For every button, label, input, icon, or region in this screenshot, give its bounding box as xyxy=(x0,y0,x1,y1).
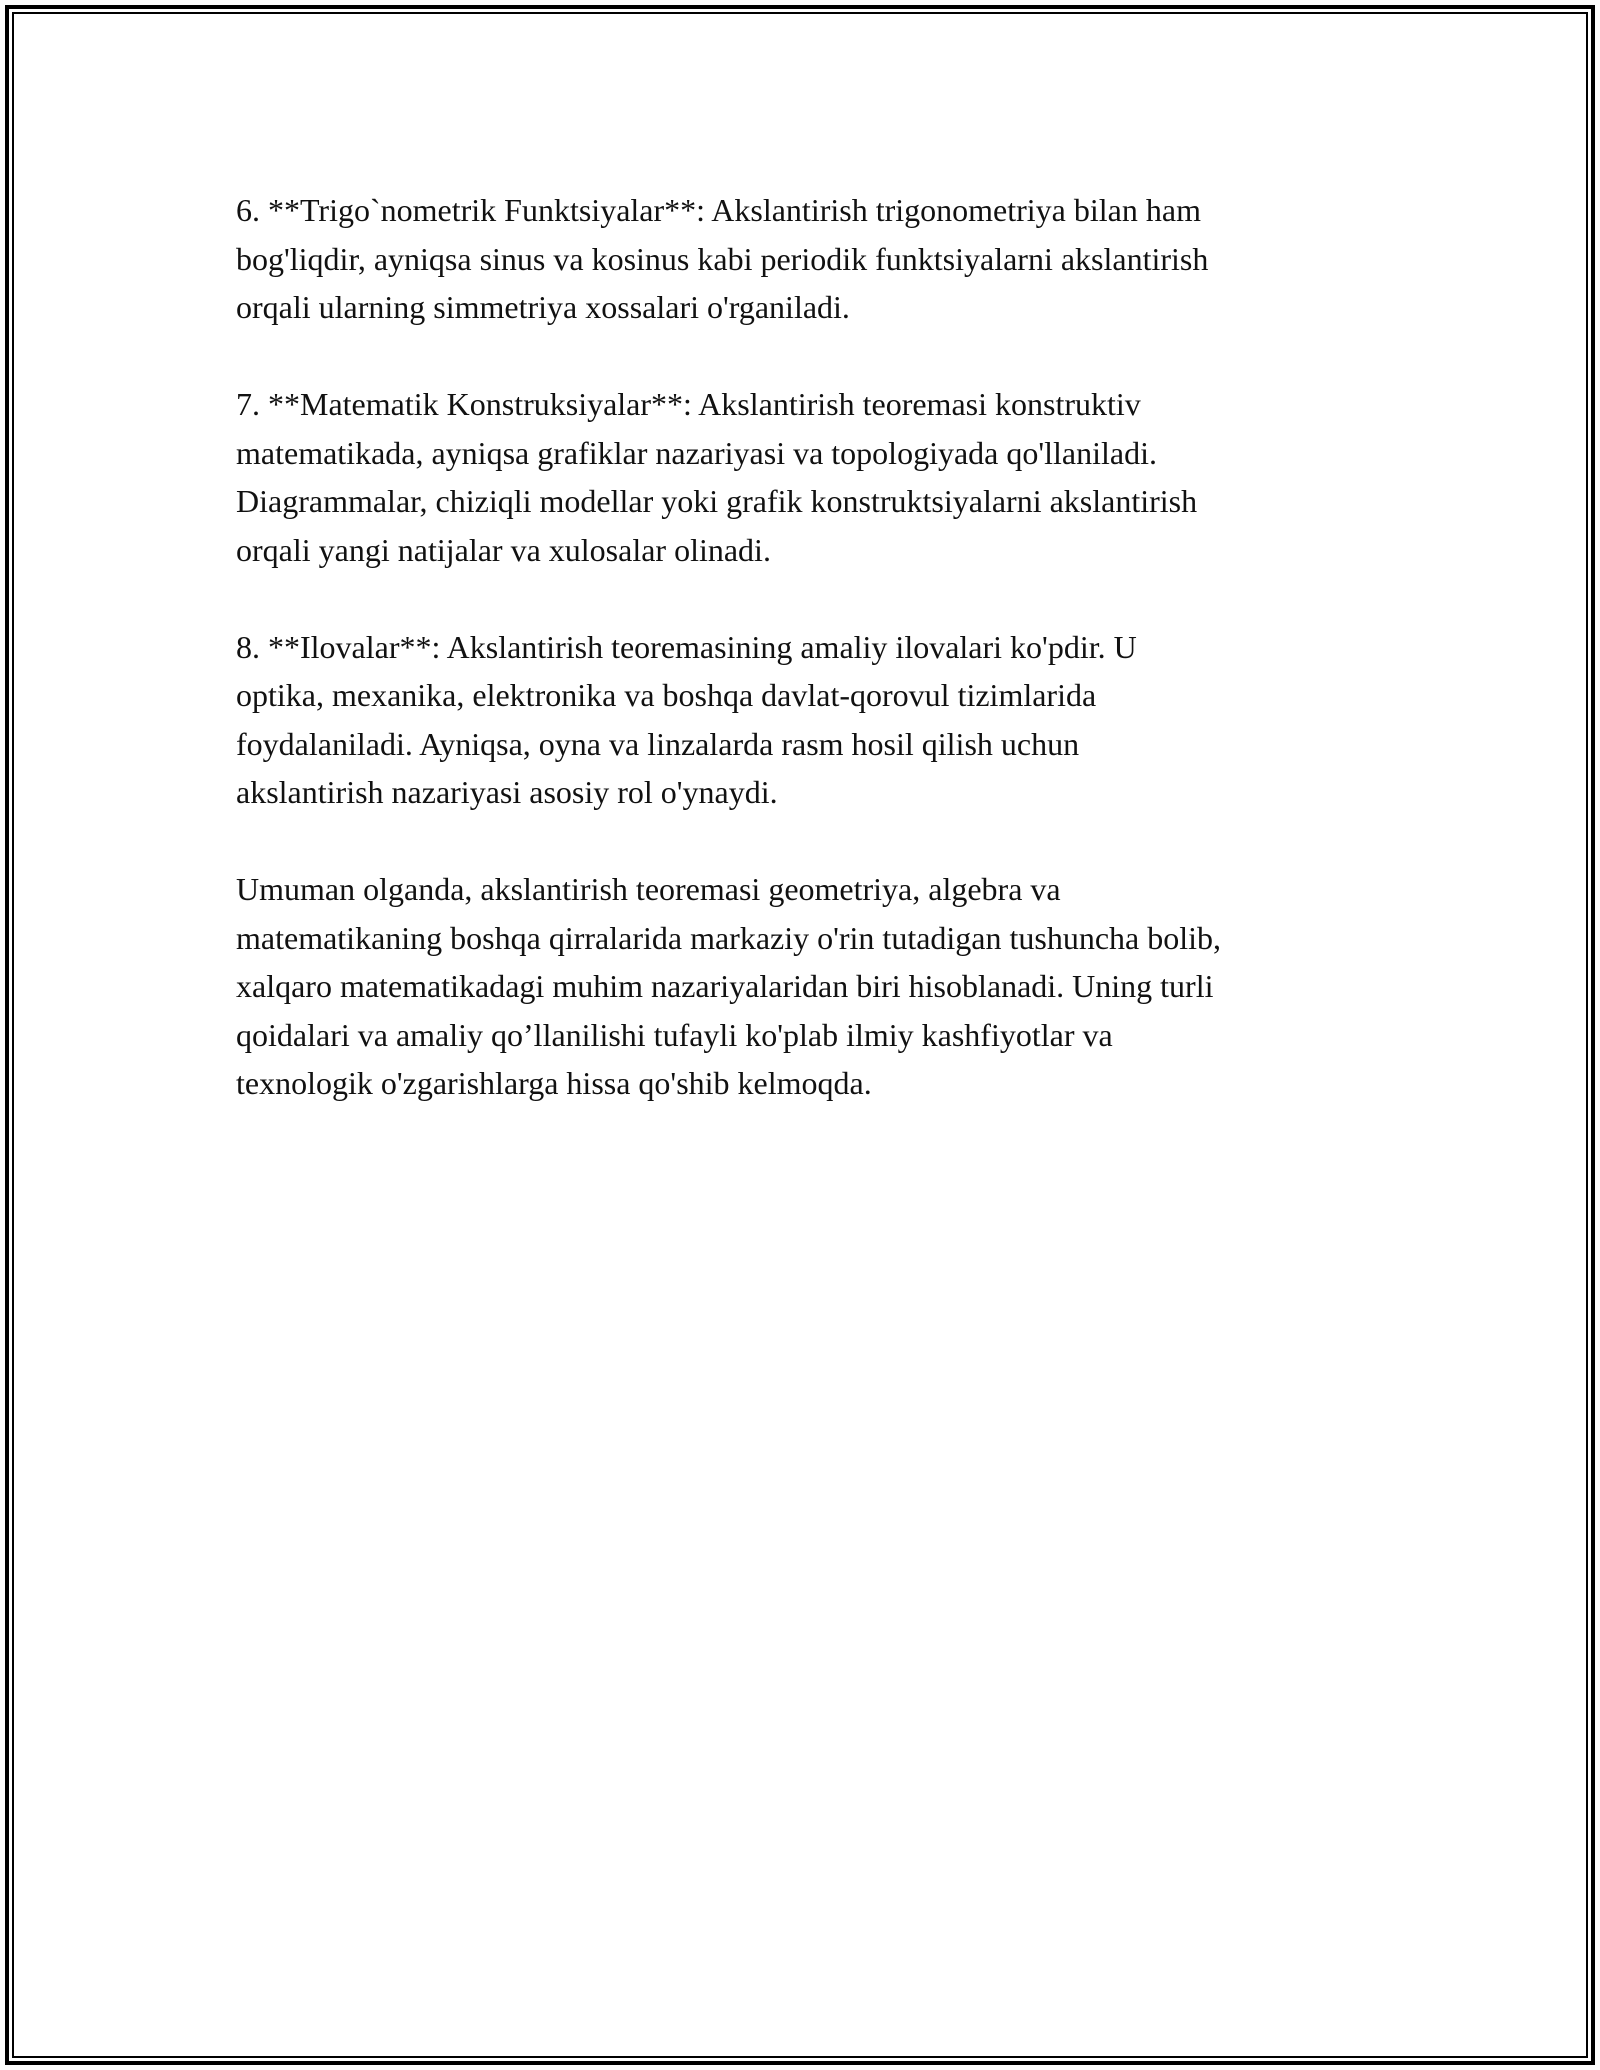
text-line: matematikada, ayniqsa grafiklar nazariyasi va topologiyada qo'llaniladi. xyxy=(236,434,1157,471)
text-line: 6. **Trigo`nometrik Funktsiyalar**: Akslantirish trigonometriya bilan ham xyxy=(236,192,1201,228)
text-line: texnologik o'zgarishlarga hissa qo'shib kelmoqda. xyxy=(236,1065,872,1101)
text-line: akslantirish nazariyasi asosiy rol o'ynaydi. xyxy=(236,774,778,810)
text-line: Diagrammalar, chiziqli modellar yoki grafik konstruktsiyalarni akslantirish xyxy=(236,483,1198,519)
text-line: qoidalari va amaliy qo’llanilishi tufayli ko'plab ilmiy kashfiyotlar va xyxy=(236,1016,1113,1053)
paragraph-trigonometric-functions xyxy=(236,186,1376,332)
text-line: Umuman olganda, akslantirish teoremasi geometriya, algebra va xyxy=(236,871,1061,907)
text-line: bog'liqdir, ayniqsa sinus va kosinus kabi periodik funktsiyalarni akslantirish xyxy=(236,240,1209,277)
text-line: 7. **Matematik Konstruksiyalar**: Akslantirish teoremasi konstruktiv xyxy=(236,386,1141,422)
text-line: orqali ularning simmetriya xossalari o'rganiladi. xyxy=(236,289,850,325)
text-line: matematikaning boshqa qirralarida markaziy o'rin tutadigan tushuncha bolib, xyxy=(236,919,1222,956)
document-body xyxy=(236,186,1376,1156)
paragraph-applications xyxy=(236,623,1376,817)
text-line: optika, mexanika, elektronika va boshqa davlat-qorovul tizimlarida xyxy=(236,677,1097,713)
text-line: 8. **Ilovalar**: Akslantirish teoremasining amaliy ilovalari ko'pdir. U xyxy=(236,628,1137,665)
text-line: orqali yangi natijalar va xulosalar olinadi. xyxy=(236,531,771,568)
paragraph-mathematical-constructions xyxy=(236,380,1376,574)
text-line: foydalaniladi. Ayniqsa, oyna va linzalarda rasm hosil qilish uchun xyxy=(236,725,1080,762)
paragraph-conclusion xyxy=(236,865,1376,1108)
text-line: xalqaro matematikadagi muhim nazariyalaridan biri hisoblanadi. Uning turli xyxy=(236,968,1214,1004)
